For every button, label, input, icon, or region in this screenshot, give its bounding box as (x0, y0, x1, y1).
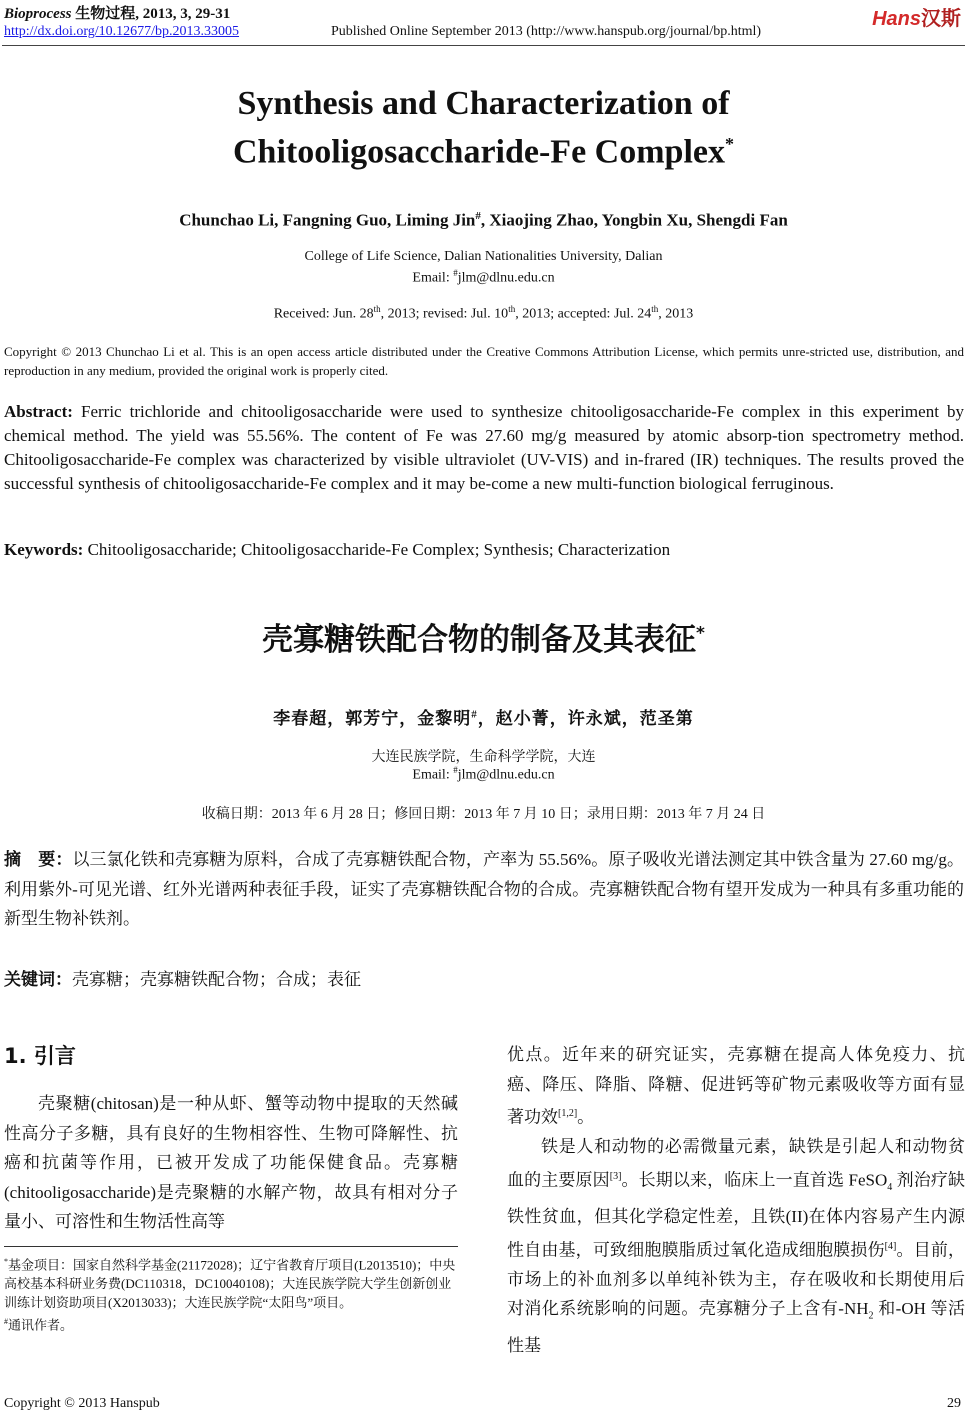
keywords-cn-label: 关键词： (4, 970, 72, 990)
intro-left-column (4, 1089, 458, 1237)
logo-text-cn: 汉斯 (921, 8, 961, 30)
journal-name: Bioprocess (4, 6, 72, 22)
footer-copyright: Copyright © 2013 Hanspub (4, 1396, 160, 1411)
abstract-cn (4, 845, 964, 933)
citation-1-2: [1,2] (558, 1108, 578, 1119)
keywords-text: Chitooligosaccharide; Chitooligosaccharide-Fe Complex; Synthesis; Characterization (83, 540, 671, 559)
published-online: Published Online September 2013 (http://www.hanspub.org/journal/bp.html) (331, 24, 762, 39)
keywords-cn (4, 965, 964, 990)
intro-paragraph-1-cont: 优点。近年来的研究证实，壳寡糖在提高人体免疫力、抗癌、降压、降脂、降糖、促进钙等矿物元素吸收等方面有显著功效[1,2]。 (507, 1045, 965, 1127)
paper-title-cn: 壳寡糖铁配合物的制备及其表征* (262, 622, 705, 658)
corresponding-mark: # (475, 210, 481, 222)
journal-header (4, 2, 230, 23)
intro-paragraph-1: 壳聚糖(chitosan)是一种从虾、蟹等动物中提取的天然碱性高分子多糖，具有良好的生物相容性、生物可降解性、抗癌和抗菌等作用，已被开发成了功能保健食品。壳寡糖(chitooligosaccharide)是壳聚糖的水解产物，故具有相对分子量小、可溶性和生物活性高等 (4, 1094, 458, 1231)
citation-3: [3] (609, 1170, 622, 1182)
affiliation-en: College of Life Science, Dalian Nationalities University, Dalian (304, 249, 663, 264)
corresponding-footnote: #通讯作者。 (4, 1317, 74, 1333)
logo-text-en: Hans (872, 8, 921, 30)
paper-title-en (0, 84, 967, 172)
page-number: 29 (947, 1396, 961, 1411)
abstract-label: Abstract: (4, 402, 73, 421)
keywords-label: Keywords: (4, 540, 84, 559)
title-line-1: Synthesis and Characterization of (237, 85, 730, 122)
intro-right-column (507, 1040, 965, 1361)
hans-logo (872, 2, 961, 31)
abstract-cn-text: 以三氯化铁和壳寡糖为原料，合成了壳寡糖铁配合物，产率为 55.56%。原子吸收光谱法测定其中铁含量为 27.60 mg/g。利用紫外-可见光谱、红外光谱两种表征手段，证实了壳寡糖铁配合物的合成。壳寡糖铁配合物有望开发成为一种具有多重功能的新型生物补铁剂。 (4, 850, 964, 928)
doi-link[interactable]: http://dx.doi.org/10.12677/bp.2013.33005 (4, 24, 240, 39)
title-footnote-mark: * (725, 134, 734, 154)
section-heading-intro: 1. 引言 (4, 1044, 76, 1068)
keywords-en (4, 540, 964, 560)
author-list-cn: 李春超，郭芳宁，金黎明#，赵小菁，许永斌，范圣第 (273, 708, 694, 728)
citation-4: [4] (884, 1240, 897, 1252)
dates-cn: 收稿日期：2013 年 6 月 28 日；修回日期：2013 年 7 月 10 日；录用日期：2013 年 7 月 24 日 (201, 807, 766, 822)
abstract-text: Ferric trichloride and chitooligosaccharide were used to synthesize chitooligosaccharide-Fe complex in this experiment by chemical method. The yield was 55.56%. The content of Fe was 27.60 mg/g measured by atomic absorp-tion spectrometry method. Chitooligosaccharide-Fe complex was characterized by visible ultraviolet (UV-VIS) and in-frared (IR) techniques. The results proved the successful synthesis of chitooligosaccharide-Fe complex and it may be-come a new multi-function biological ferruginous. (4, 402, 964, 493)
abstract-cn-label: 摘 要： (4, 850, 73, 870)
header-divider (2, 45, 965, 46)
dates-en: Received: Jun. 28th, 2013; revised: Jul. 10th, 2013; accepted: Jul. 24th, 2013 (273, 304, 694, 322)
abstract-en (4, 400, 964, 496)
funding-footnote: *基金项目：国家自然科学基金(21172028)；辽宁省教育厅项目(L2013510)；中央高校基本科研业务费(DC110318，DC10040108)；大连民族学院大学生创新创业训练计划资助项目(X2013033)；大连民族学院“太阳鸟”项目。 (4, 1257, 456, 1311)
keywords-cn-text: 壳寡糖；壳寡糖铁配合物；合成；表征 (72, 970, 361, 989)
footnotes (4, 1252, 458, 1335)
footnote-divider (4, 1246, 458, 1247)
doi-line (4, 24, 239, 40)
affiliation-cn: 大连民族学院，生命科学学院，大连 (371, 750, 596, 765)
copyright-notice: Copyright © 2013 Chunchao Li et al. This is an open access article distributed under the Creative Commons Attribution License, which permits unre-stricted use, distribution, and reproduction in any medium, provided the original work is properly cited. (4, 344, 964, 378)
email-en: Email: #jlm@dlnu.edu.cn (412, 268, 555, 286)
author-list-en: Chunchao Li, Fangning Guo, Liming Jin#, Xiaojing Zhao, Yongbin Xu, Shengdi Fan (179, 210, 788, 230)
intro-paragraph-2: 铁是人和动物的必需微量元素，缺铁是引起人和动物贫血的主要原因[3]。长期以来，临床上一直首选 FeSO$_4$ 剂治疗缺铁性贫血，但其化学稳定性差，且铁(II)在体内容易产生内源性自由基，可致细胞膜脂质过氧化造成细胞膜损伤[4]。目前，市场上的补血剂多以单纯补铁为主，存在吸收和长期使用后对消化系统影响的问题。壳寡糖分子上含有$-NH_2$ 和-OH 等活性基 (507, 1137, 966, 1356)
title-line-2: Chitooligosaccharide-Fe Complex* (233, 133, 734, 171)
email-cn: Email: #jlm@dlnu.edu.cn (412, 765, 555, 783)
journal-cn-info: 生物过程, 2013, 3, 29-31 (71, 6, 231, 22)
